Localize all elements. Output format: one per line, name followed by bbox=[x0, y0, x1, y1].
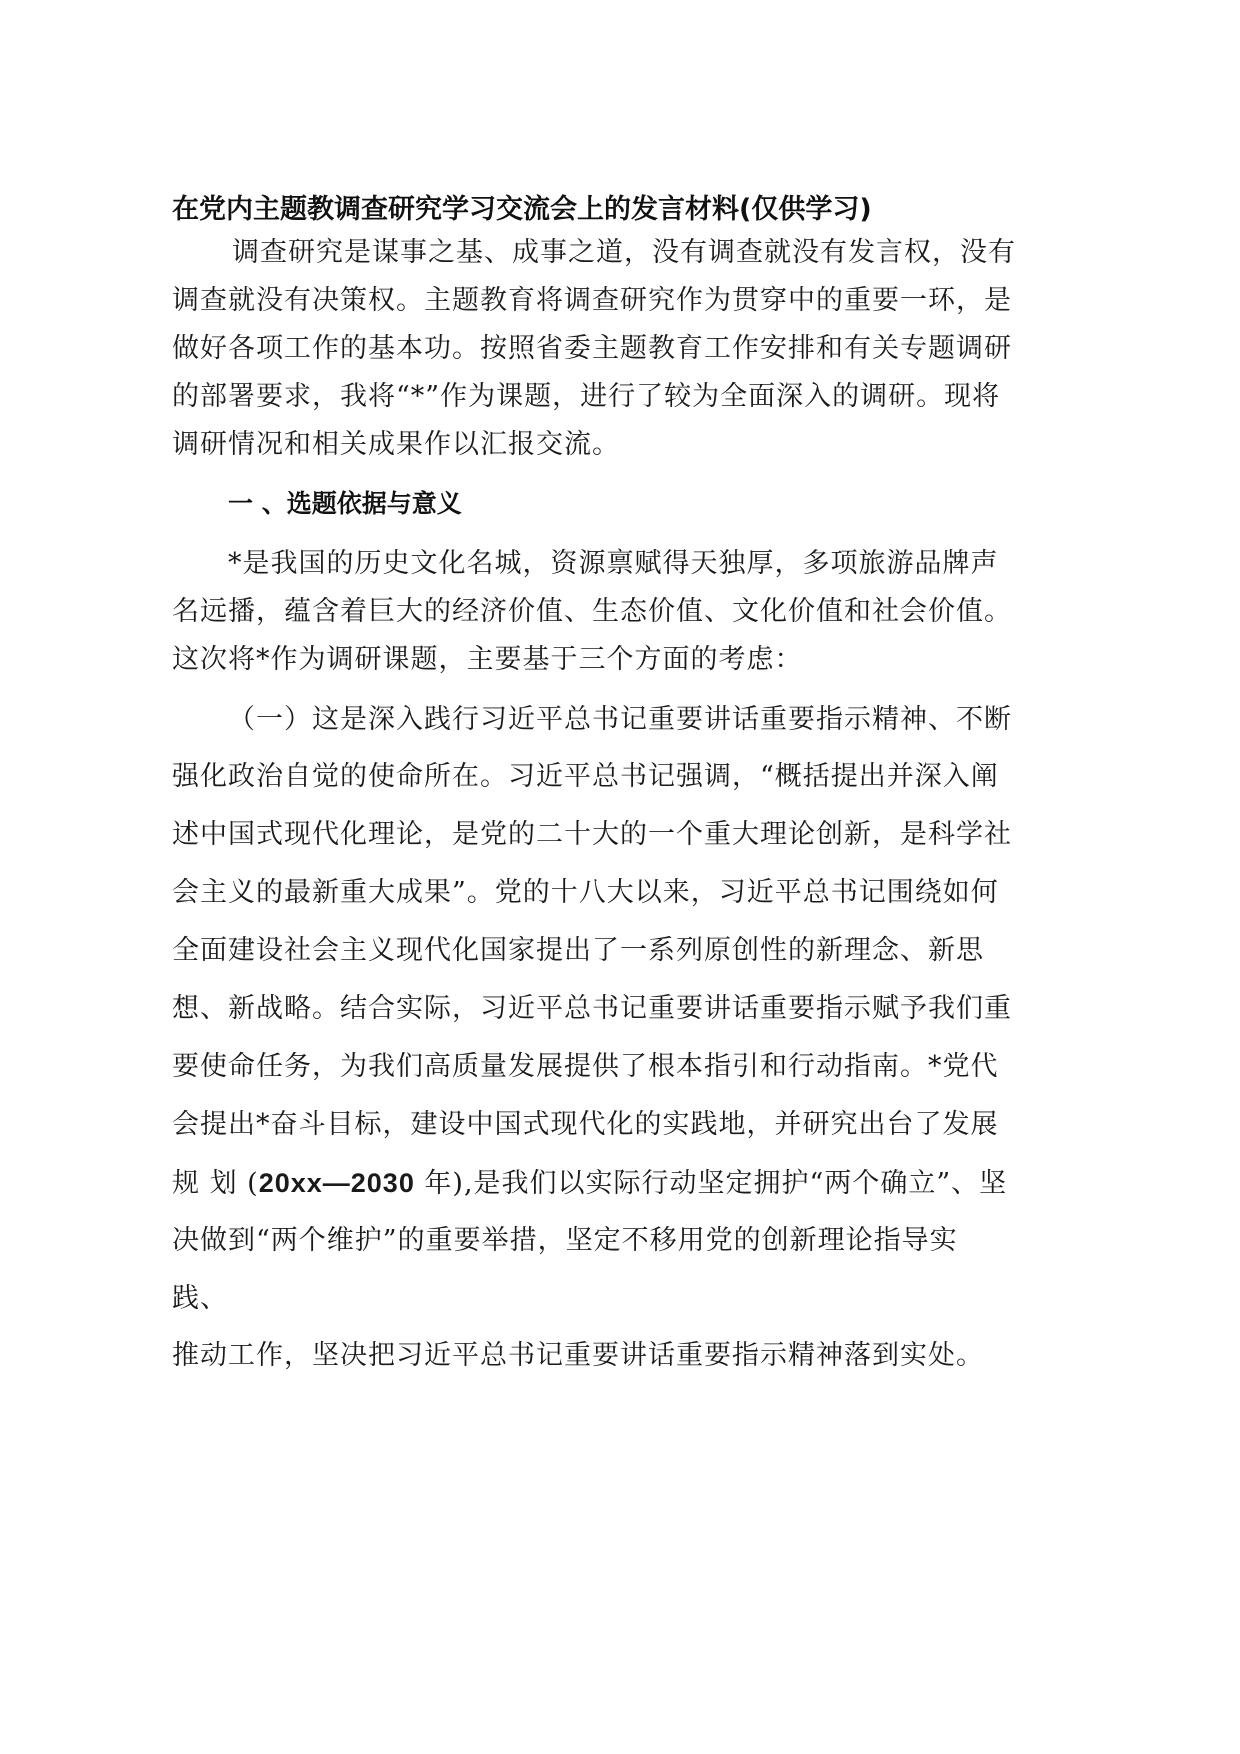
point-line: 要使命任务，为我们高质量发展提供了根本指引和行动指南。*党代 bbox=[172, 1051, 999, 1082]
intro-line: 的部署要求，我将“*”作为课题，进行了较为全面深入的调研。现将 bbox=[172, 381, 1001, 412]
point-line: 想、新战略。结合实际，习近平总书记重要讲话重要指示赋予我们重 bbox=[172, 993, 1012, 1024]
point-line: 会提出*奋斗目标，建设中国式现代化的实践地，并研究出台了发展 bbox=[172, 1109, 999, 1140]
point-line: （一）这是深入践行习近平总书记重要讲话重要指示精神、不断 bbox=[228, 704, 1012, 735]
plan-prefix: 规 划 ( bbox=[172, 1168, 259, 1199]
section-line: 这次将*作为调研课题，主要基于三个方面的考虑： bbox=[172, 644, 803, 675]
point-line: 践、 bbox=[172, 1283, 228, 1314]
section-line: *是我国的历史文化名城，资源禀赋得天独厚，多项旅游品牌声 bbox=[228, 548, 999, 579]
intro-line: 调查就没有决策权。主题教育将调查研究作为贯穿中的重要一环，是 bbox=[172, 285, 1012, 316]
section-heading: 一 、选题依据与意义 bbox=[228, 489, 462, 518]
document-title: 在党内主题教调查研究学习交流会上的发言材料(仅供学习) bbox=[172, 194, 872, 225]
point-line: 会主义的最新重大成果”。党的十八大以来，习近平总书记围绕如何 bbox=[172, 877, 999, 908]
point-line: 决做到“两个维护”的重要举措，坚定不移用党的创新理论指导实 bbox=[172, 1225, 958, 1256]
intro-line: 调研情况和相关成果作以汇报交流。 bbox=[172, 429, 620, 460]
section-line: 名远播，蕴含着巨大的经济价值、生态价值、文化价值和社会价值。 bbox=[172, 596, 1012, 627]
plan-years: 20xx—2030 bbox=[258, 1168, 415, 1198]
point-line: 推动工作，坚决把习近平总书记重要讲话重要指示精神落到实处。 bbox=[172, 1340, 984, 1371]
plan-suffix: 年),是我们以实际行动坚定拥护“两个确立”、坚 bbox=[414, 1168, 1008, 1199]
point-line: 强化政治自觉的使命所在。习近平总书记强调，“概括提出并深入阐 bbox=[172, 761, 999, 792]
intro-line: 做好各项工作的基本功。按照省委主题教育工作安排和有关专题调研 bbox=[172, 333, 1012, 364]
point-plan-line bbox=[172, 1163, 1007, 1204]
intro-line: 调查研究是谋事之基、成事之道，没有调查就没有发言权，没有 bbox=[232, 237, 1016, 268]
point-line: 述中国式现代化理论，是党的二十大的一个重大理论创新，是科学社 bbox=[172, 819, 1012, 850]
point-line: 全面建设社会主义现代化国家提出了一系列原创性的新理念、新思 bbox=[172, 935, 984, 966]
